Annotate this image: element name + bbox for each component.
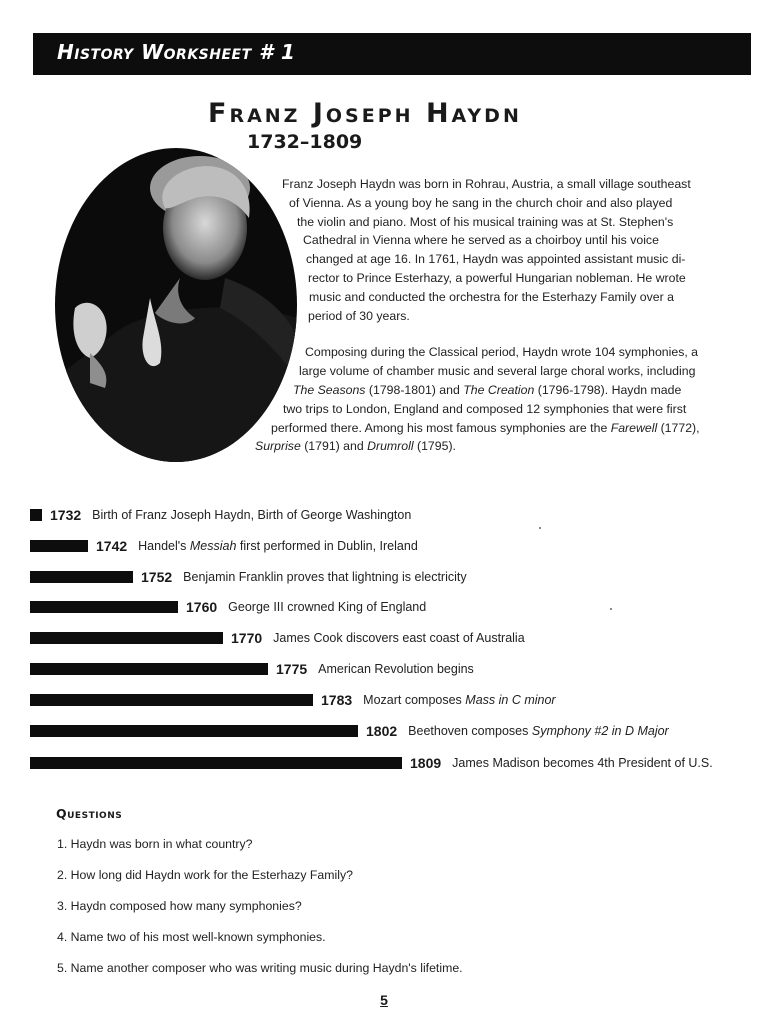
bio-fragment: (1791) and <box>300 439 368 454</box>
bio-fragment: (1796-1798). Haydn made <box>534 382 682 397</box>
timeline-event: Beethoven composes Symphony #2 in D Major <box>408 724 669 738</box>
timeline-bar <box>30 632 223 644</box>
timeline-row <box>30 629 525 647</box>
timeline-event: James Cook discovers east coast of Australia <box>273 631 525 645</box>
questions-heading: Questions <box>56 806 123 821</box>
timeline-year: 1802 <box>366 723 398 739</box>
timeline-bar <box>30 571 133 583</box>
timeline-bar <box>30 663 268 675</box>
bio-line: the violin and piano. Most of his musical training was at St. Stephen's <box>297 214 674 229</box>
timeline-row <box>30 537 418 555</box>
life-years: 1732–1809 <box>247 131 363 153</box>
timeline-row <box>30 722 669 740</box>
bio-line <box>255 437 732 456</box>
question-item: 3. Haydn composed how many symphonies? <box>57 899 302 913</box>
timeline-bar <box>30 757 402 769</box>
work-title: Farewell <box>610 420 658 435</box>
timeline-year: 1775 <box>276 661 308 677</box>
page-number: 5 <box>380 992 388 1008</box>
worksheet-header-label: History Worksheet # 1 <box>57 40 296 64</box>
work-title: Drumroll <box>367 439 414 454</box>
page-title: Franz Joseph Haydn <box>208 98 522 129</box>
question-item: 5. Name another composer who was writing music during Haydn's lifetime. <box>57 961 463 975</box>
bio-line: period of 30 years. <box>308 308 410 323</box>
timeline-row <box>30 568 467 586</box>
question-item: 1. Haydn was born in what country? <box>57 837 253 851</box>
timeline-bar <box>30 540 88 552</box>
biography-paragraph-1 <box>255 175 732 325</box>
print-speck <box>539 527 541 529</box>
bio-fragment: performed there. Among his most famous symphonies are the <box>271 420 611 435</box>
work-title: Surprise <box>255 439 301 454</box>
timeline-event: George III crowned King of England <box>228 600 427 614</box>
timeline-bar <box>30 725 358 737</box>
print-speck <box>610 608 612 610</box>
bio-line: Franz Joseph Haydn was born in Rohrau, Austria, a small village southeast <box>282 177 691 191</box>
biography-paragraph-2 <box>255 343 732 456</box>
timeline-year: 1742 <box>96 538 128 554</box>
bio-line: of Vienna. As a young boy he sang in the church choir and also played <box>289 195 673 210</box>
timeline-year: 1783 <box>321 692 353 708</box>
timeline-event: Benjamin Franklin proves that lightning is electricity <box>183 570 467 584</box>
biography-text <box>255 175 732 456</box>
timeline-year: 1770 <box>231 630 263 646</box>
work-title: The Seasons <box>293 382 366 397</box>
timeline-year: 1760 <box>186 599 218 615</box>
timeline-bar <box>30 509 42 521</box>
timeline-row <box>30 506 411 524</box>
bio-fragment: (1795). <box>413 439 456 454</box>
timeline-event: Handel's Messiah first performed in Dublin, Ireland <box>138 539 418 553</box>
bio-line: Composing during the Classical period, Haydn wrote 104 symphonies, a <box>305 345 699 360</box>
bio-fragment: (1772), <box>657 420 700 435</box>
timeline-year: 1809 <box>410 755 442 771</box>
timeline-row <box>30 598 426 616</box>
bio-line: two trips to London, England and composed 12 symphonies that were first <box>283 401 687 416</box>
bio-line: changed at age 16. In 1761, Haydn was appointed assistant music di- <box>306 252 686 267</box>
question-item: 4. Name two of his most well-known symphonies. <box>57 930 326 944</box>
timeline-event: American Revolution begins <box>318 662 474 676</box>
bio-line: large volume of chamber music and several large choral works, including <box>299 364 696 379</box>
bio-line: music and conducted the orchestra for the Esterhazy Family over a <box>309 289 674 304</box>
timeline-event: Birth of Franz Joseph Haydn, Birth of George Washington <box>92 508 412 522</box>
worksheet-header <box>33 33 751 75</box>
bio-line: rector to Prince Esterhazy, a powerful Hungarian nobleman. He wrote <box>308 270 686 285</box>
timeline-row <box>30 660 474 678</box>
timeline-year: 1732 <box>50 507 82 523</box>
timeline-row <box>30 754 713 772</box>
timeline-year: 1752 <box>141 569 173 585</box>
question-item: 2. How long did Haydn work for the Esterhazy Family? <box>57 868 353 882</box>
bio-line <box>255 381 732 400</box>
timeline-bar <box>30 694 313 706</box>
timeline-event: Mozart composes Mass in C minor <box>363 693 556 707</box>
timeline-event: James Madison becomes 4th President of U.S. <box>452 756 713 770</box>
bio-line <box>255 419 732 438</box>
bio-line: Cathedral in Vienna where he served as a choirboy until his voice <box>303 233 659 248</box>
work-title: The Creation <box>463 382 535 397</box>
timeline-row <box>30 691 556 709</box>
timeline-bar <box>30 601 178 613</box>
bio-fragment: (1798-1801) and <box>365 382 464 397</box>
